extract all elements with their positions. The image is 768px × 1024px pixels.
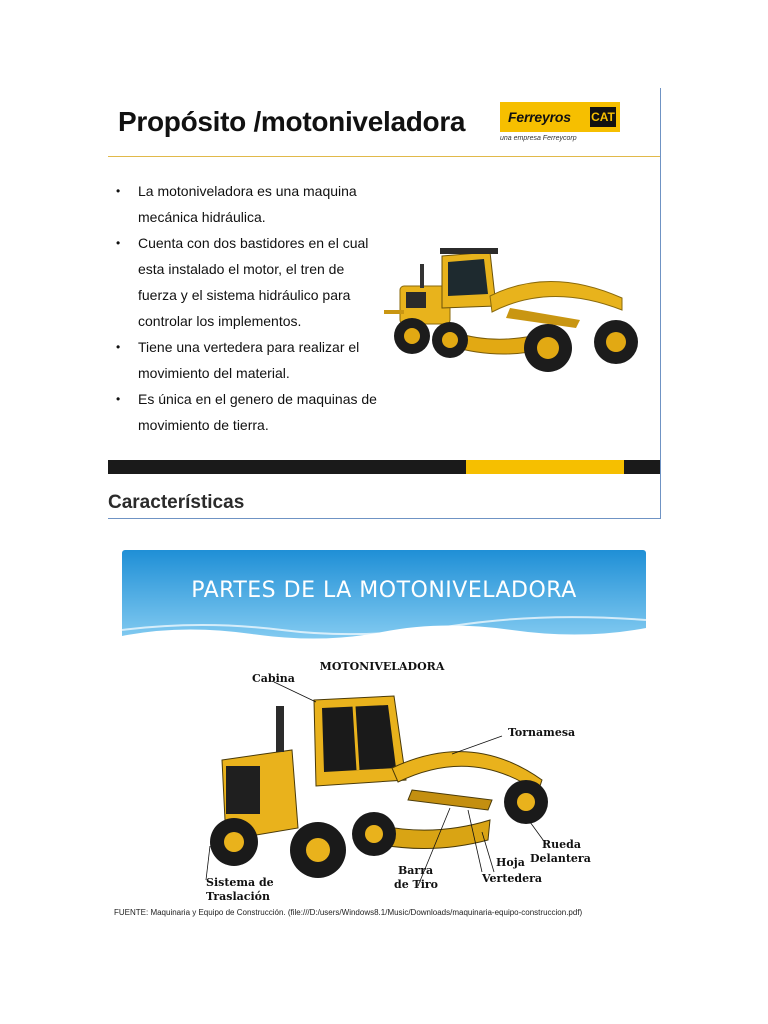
bullet-item: • Tiene una vertedera para realizar el movimiento del material.: [114, 334, 384, 386]
label-hoja: Hoja: [496, 856, 525, 869]
label-barra: Barra: [398, 864, 434, 877]
source-citation: FUENTE: Maquinaria y Equipo de Construcción. (file:///D:/users/Windows8.1/Music/Downloads/maquinaria-equipo-construccion.pdf): [114, 908, 583, 917]
ferreyros-cat-logo: [500, 102, 620, 132]
motor-grader-diagram: [122, 650, 646, 910]
footer-yellow-bar: [466, 460, 624, 474]
slide-partes: [122, 550, 646, 910]
bullet-item: • Es única en el genero de maquinas de movimiento de tierra.: [114, 386, 384, 438]
bullet-list: [114, 178, 384, 438]
label-delantera: Delantera: [530, 852, 591, 865]
slide-proposito: [108, 88, 661, 519]
cat-logo: CAT: [590, 107, 616, 127]
label-de-tiro: de Tiro: [394, 878, 439, 891]
slide-title: Propósito /motoniveladora: [118, 106, 466, 137]
bullet-item: • Cuenta con dos bastidores en el cual esta instalado el motor, el tren de fuerza y el sistema hidráulico para controlar los implementos.: [114, 230, 384, 334]
ferreyros-wordmark: Ferreyros: [508, 109, 571, 125]
section-heading: Características: [108, 492, 245, 513]
label-cabina: Cabina: [252, 672, 295, 685]
logo-subtitle: una empresa Ferreycorp: [500, 135, 577, 142]
diagram-title: MOTONIVELADORA: [319, 660, 445, 673]
slide-header: [122, 550, 646, 650]
label-rueda: Rueda: [542, 838, 581, 851]
label-traslacion: Traslación: [206, 890, 271, 903]
slide-title: PARTES DE LA MOTONIVELADORA: [191, 578, 577, 603]
bullet-item: • La motoniveladora es una maquina mecánica hidráulica.: [114, 178, 384, 230]
motor-grader-photo: [380, 236, 652, 378]
label-tornamesa: Tornamesa: [508, 726, 576, 739]
label-sistema-de: Sistema de: [206, 876, 274, 889]
label-vertedera: Vertedera: [482, 872, 543, 885]
title-divider: [108, 156, 660, 157]
